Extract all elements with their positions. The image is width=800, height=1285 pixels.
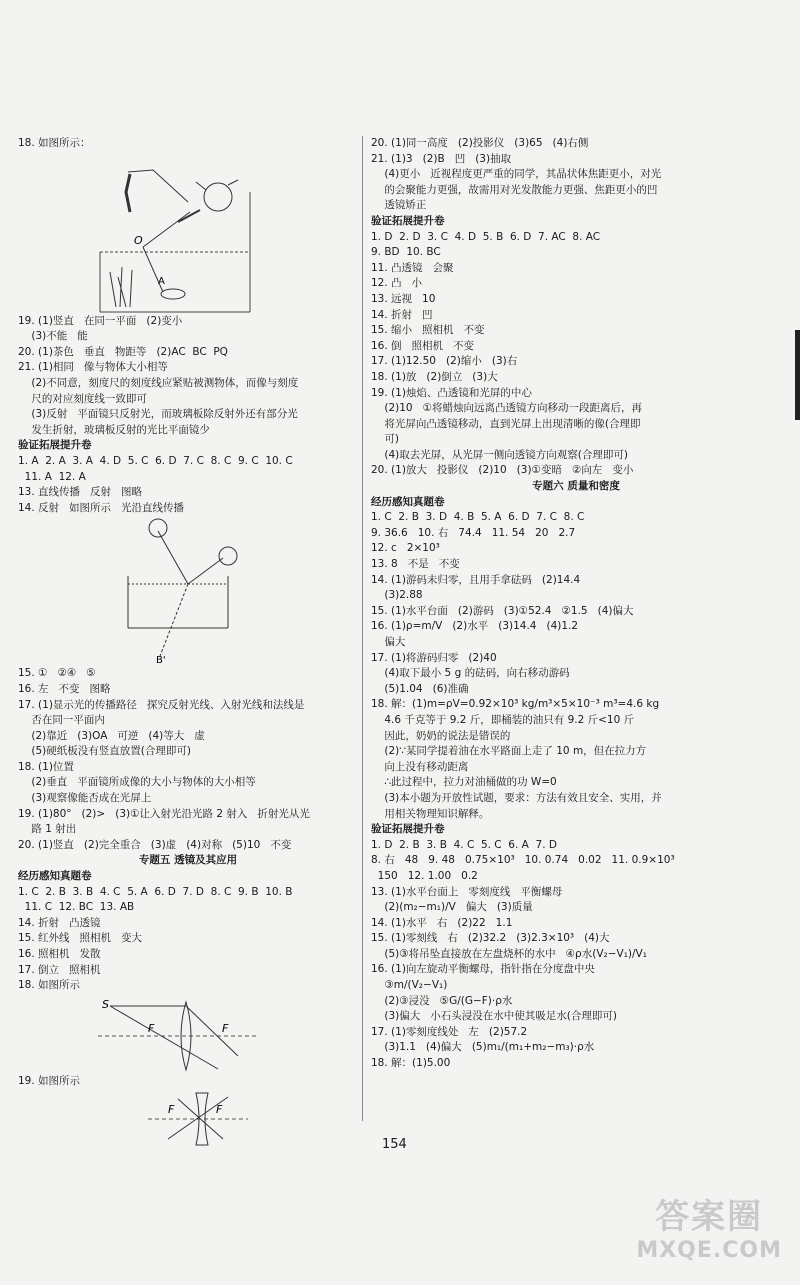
answer-line: 20. (1)放大 投影仪 (2)10 (3)①变暗 ②向左 变小 [371, 464, 634, 477]
answer-line: 12. c 2×10³ [371, 542, 440, 555]
topic-heading: 专题五 透镜及其应用 [138, 854, 238, 867]
answer-line: 19. (1)烛焰、凸透镜和光屏的中心 [371, 386, 532, 399]
answer-line: 4.6 千克等于 9.2 斤，即桶装的油只有 9.2 斤<10 斤 [371, 713, 635, 726]
answer-line: (3)2.88 [371, 589, 423, 602]
lens-ray-figure [18, 994, 268, 1074]
answer-line: 15. 缩小 照相机 不变 [371, 324, 485, 337]
answer-line: (3)1.1 (4)偏大 (5)m₁/(m₁+m₂−m₃)·ρ水 [371, 1041, 595, 1054]
answer-line: (2)10 ①将蜡烛向远离凸透镜方向移动一段距离后，再 [371, 402, 643, 415]
answer-line: 因此，奶奶的说法是错误的 [371, 729, 511, 742]
answer-line: (5)③将吊坠直接放在左盘烧杯的水中 ④ρ水(V₂−V₁)/V₁ [371, 947, 647, 960]
answer-line: 21. (1)3 (2)B 凹 (3)抽取 [371, 152, 512, 165]
fig4-label-f1: F [168, 1103, 175, 1117]
fig3-label-f1: F [148, 1021, 155, 1035]
light-reflection-figure [18, 516, 268, 666]
q17-line: (5)硬纸板没有竖直放置(合理即可) [18, 745, 191, 758]
answer-line: 可) [371, 433, 399, 446]
q15: 15. ① ②④ ⑤ [18, 667, 96, 680]
q17-line: (2)靠近 (3)OA 可逆 (4)等大 虚 [18, 729, 205, 742]
answer-line: 17. (1)12.50 (2)缩小 (3)右 [371, 355, 518, 368]
answers-line: 1. A 2. A 3. A 4. D 5. C 6. D 7. C 8. C 9. C 10. C [18, 454, 293, 467]
answer-line: 16. 倒 照相机 不变 [371, 339, 475, 352]
answer-line: (2)∵某同学提着油在水平路面上走了 10 m，但在拉力方 [371, 745, 647, 758]
answer-line: 12. 凸 小 [371, 277, 423, 290]
answer-line: (4)取下最小 5 g 的砝码，向右移动游码 [371, 667, 570, 680]
answer-line: 8. 右 48 9. 48 0.75×10³ 10. 0.74 0.02 11. 0.9×10³ [371, 854, 675, 867]
answer-line: 9. BD 10. BC [371, 246, 441, 259]
answer-line: 15. (1)零刻线 右 (2)32.2 (3)2.3×10³ (4)大 [371, 932, 610, 945]
answer-line: 11. 凸透镜 会聚 [371, 261, 454, 274]
q19-line-1: 19. (1)竖直 在同一平面 (2)变小 [18, 314, 183, 327]
q18c: 18. 如图所示 [18, 979, 81, 992]
q14c: 14. 折射 凸透镜 [18, 916, 101, 929]
watermark [636, 1189, 782, 1263]
scan-edge-shadow [795, 330, 800, 420]
answer-line: 偏大 [371, 636, 406, 648]
section-heading: 验证拓展提升卷 [18, 439, 92, 452]
right-column [371, 136, 781, 1072]
answer-line: 20. (1)同一高度 (2)投影仪 (3)65 (4)右侧 [371, 137, 589, 149]
q18b-line: (3)观察像能否成在光屏上 [18, 792, 152, 805]
answer-line: 1. D 2. D 3. C 4. D 5. B 6. D 7. AC 8. AC [371, 230, 601, 243]
answer-line: 1. D 2. B 3. B 4. C 5. C 6. A 7. D [371, 838, 557, 851]
answer-line: (3)偏大 小石头浸没在水中使其吸足水(合理即可) [371, 1010, 617, 1023]
answers-line: 1. C 2. B 3. B 4. C 5. A 6. D 7. D 8. C 9. B 10. B [18, 885, 293, 898]
answer-line: 透镜矫正 [371, 199, 427, 212]
q21-line-3: 尺的对应刻度线一致即可 [18, 392, 147, 405]
q14: 14. 反射 如图所示 光沿直线传播 [18, 501, 185, 514]
q19b-line: 19. (1)80° (2)> (3)①让入射光沿光路 2 射入 折射光从光 [18, 807, 310, 820]
answer-line: 14. (1)游码未归零，且用手拿砝码 (2)14.4 [371, 573, 581, 586]
answer-line: (2)(m₂−m₁)/V 偏大 (3)质量 [371, 901, 533, 914]
q13: 13. 直线传播 反射 图略 [18, 486, 143, 499]
answers-line: 11. C 12. BC 13. AB [18, 901, 135, 914]
answer-line: 14. 折射 凹 [371, 308, 433, 321]
q15c: 15. 红外线 照相机 变大 [18, 932, 143, 945]
q21-line-5: 发生折射，玻璃板反射的光比平面镜少 [18, 423, 210, 436]
answer-line: 16. (1)ρ=m/V (2)水平 (3)14.4 (4)1.2 [371, 620, 579, 633]
q16c: 16. 照相机 发散 [18, 948, 101, 960]
answer-line: 用相关物理知识解释。 [371, 807, 490, 820]
q19b-line: 路 1 射出 [18, 823, 77, 836]
answer-line: 17. (1)零刻度线处 左 (2)57.2 [371, 1025, 528, 1038]
q17-line: 17. (1)显示光的传播路径 探究反射光线、入射光线和法线是 [18, 698, 305, 711]
answer-line: 18. 解：(1)m=ρV=0.92×10³ kg/m³×5×10⁻³ m³=4.6 kg [371, 698, 660, 711]
fig2-label-b: B' [156, 655, 166, 667]
q16: 16. 左 不变 图略 [18, 682, 111, 695]
answer-line: 的会聚能力更强，故需用对光发散能力更强、焦距更小的凹 [371, 183, 658, 196]
q17-line: 否在同一平面内 [18, 714, 105, 727]
q17c: 17. 倒立 照相机 [18, 963, 101, 976]
answer-line: (3)本小题为开放性试题，要求：方法有效且安全、实用，并 [371, 791, 662, 804]
topic-heading: 专题六 质量和密度 [532, 480, 620, 493]
section-heading: 经历感知真题卷 [371, 495, 445, 508]
fig3-label-s: S [102, 997, 109, 1011]
answer-line: 13. 8 不是 不变 [371, 558, 460, 571]
answer-line: 18. 解：(1)5.00 [371, 1057, 451, 1070]
section-heading: 验证拓展提升卷 [371, 823, 445, 836]
fisherman-reflection-figure [18, 152, 268, 314]
q18b-line: 18. (1)位置 [18, 760, 74, 773]
answer-line: 1. C 2. B 3. D 4. B 5. A 6. D 7. C 8. C [371, 511, 585, 524]
column-divider [362, 136, 363, 1121]
fig1-label-o: O [134, 233, 143, 247]
q19c: 19. 如图所示 [18, 1074, 81, 1087]
fig4-label-f2: F [216, 1103, 223, 1117]
section-heading: 经历感知真题卷 [18, 870, 92, 883]
q18-label: 18. 如图所示： [18, 137, 91, 149]
r4-block [371, 838, 781, 1072]
watermark-brand: 答案圈 [655, 1197, 764, 1237]
answer-line: (2)③浸没 ⑤G/(G−F)·ρ水 [371, 994, 513, 1007]
answer-line: 15. (1)水平台面 (2)游码 (3)①52.4 ②1.5 (4)偏大 [371, 604, 634, 617]
r3-block [371, 510, 781, 822]
answer-line: 18. (1)放 (2)倒立 (3)大 [371, 370, 498, 383]
r2-block [371, 230, 781, 480]
q20: 20. (1)茶色 垂直 物距等 (2)AC BC PQ [18, 345, 228, 358]
watermark-url: MXQE.COM [636, 1238, 782, 1263]
concave-lens-figure [18, 1089, 268, 1149]
answer-line: 向上没有移动距离 [371, 760, 469, 773]
q20b: 20. (1)竖直 (2)完全重合 (3)虚 (4)对称 (5)10 不变 [18, 838, 292, 851]
answer-line: (4)更小 近视程度更严重的同学，其晶状体焦距更小，对光 [371, 168, 662, 181]
q21-line-4: (3)反射 平面镜只反射光，而玻璃板除反射外还有部分光 [18, 408, 298, 421]
answer-line: 14. (1)水平 右 (2)22 1.1 [371, 916, 513, 929]
left-column [18, 136, 358, 1149]
page-number: 154 [382, 1137, 407, 1152]
answer-line: ∴此过程中，拉力对油桶做的功 W=0 [371, 776, 557, 789]
answers-line: 11. A 12. A [18, 470, 86, 483]
answer-line: 9. 36.6 10. 右 74.4 11. 54 20 2.7 [371, 526, 576, 539]
fig1-label-a: A [158, 275, 165, 287]
q21-line-2: (2)不同意，刻度尺的刻度线应紧贴被测物体，而像与刻度 [18, 376, 299, 389]
fig3-label-f2: F [222, 1021, 229, 1035]
answer-line: ③m/(V₂−V₁) [371, 979, 448, 992]
answer-line: 13. 远视 10 [371, 292, 436, 305]
answer-line: (4)取去光屏，从光屏一侧向透镜方向观察(合理即可) [371, 448, 628, 461]
r1-block [371, 136, 781, 214]
section-heading: 验证拓展提升卷 [371, 214, 445, 227]
q18b-line: (2)垂直 平面镜所成像的大小与物体的大小相等 [18, 776, 256, 789]
answer-line: (5)1.04 (6)准确 [371, 682, 469, 695]
q19-line-2: (3)不能 能 [18, 330, 88, 343]
answer-line: 150 12. 1.00 0.2 [371, 869, 478, 882]
answer-line: 13. (1)水平台面上 零刻度线 平衡螺母 [371, 885, 563, 898]
answer-line: 17. (1)将游码归零 (2)40 [371, 651, 497, 664]
answer-line: 将光屏向凸透镜移动，直到光屏上出现清晰的像(合理即 [371, 417, 641, 430]
q21-line-1: 21. (1)相同 像与物体大小相等 [18, 361, 168, 374]
answer-line: 16. (1)向左旋动平衡螺母，指针指在分度盘中央 [371, 963, 595, 976]
